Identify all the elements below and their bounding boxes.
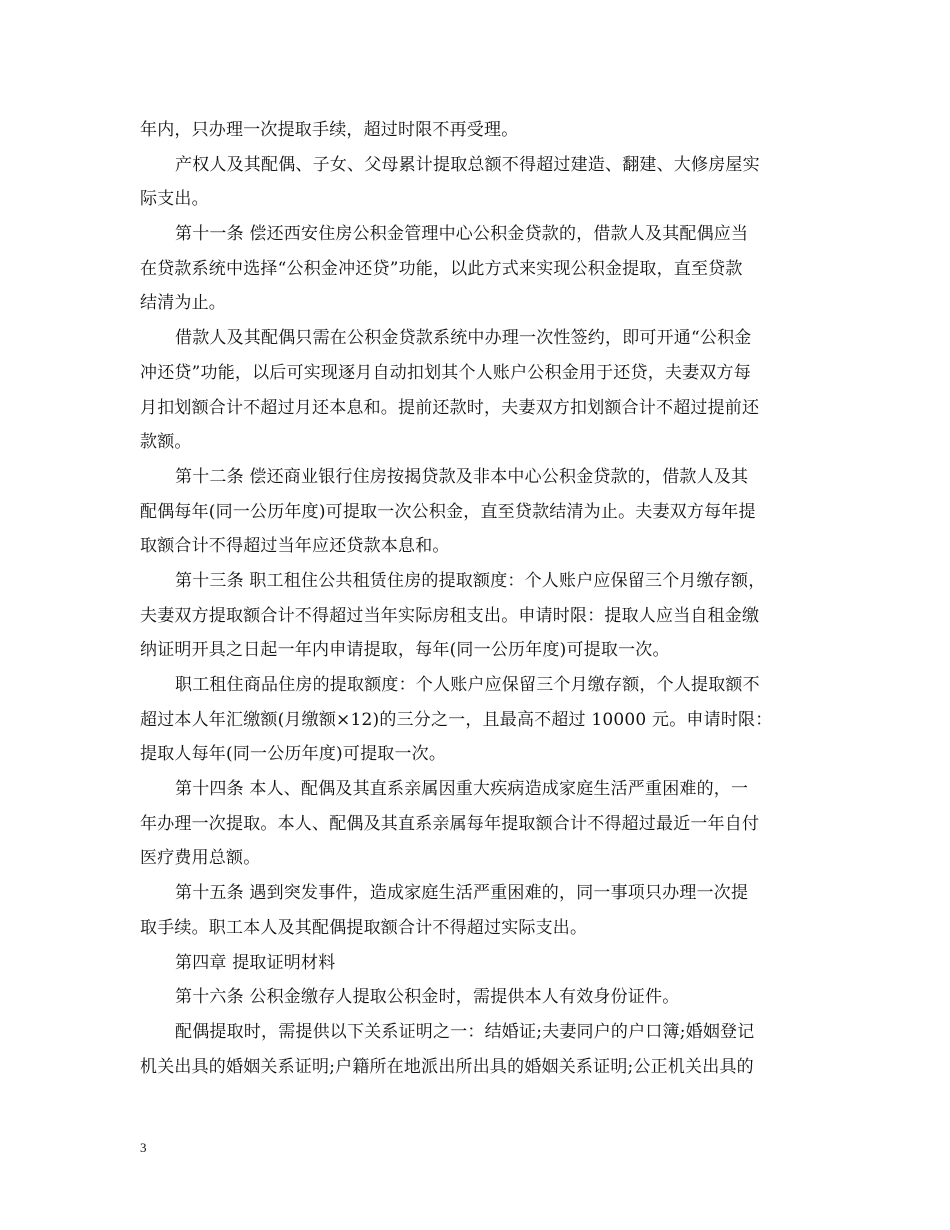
text-line: 取手续。职工本人及其配偶提取额合计不得超过实际支出。 xyxy=(140,917,588,938)
text-line: 纳证明开具之日起一年内申请提取，每年(同一公历年度)可提取一次。 xyxy=(140,640,670,661)
text-line: 第四章 提取证明材料 xyxy=(175,952,336,973)
text-line: 年办理一次提取。本人、配偶及其直系亲属每年提取额合计不得超过最近一年自付 xyxy=(140,813,760,834)
text-line: 夫妻双方提取额合计不得超过当年实际房租支出。申请时限：提取人应当自租金缴 xyxy=(140,605,760,626)
page-number: 3 xyxy=(140,1140,147,1155)
text-line: 超过本人年汇缴额(月缴额×12)的三分之一，且最高不超过 10000 元。申请时限： xyxy=(140,709,773,730)
text-line: 第十三条 职工租住公共租赁住房的提取额度：个人账户应保留三个月缴存额， xyxy=(175,570,766,591)
text-line: 第十五条 遇到突发事件，造成家庭生活严重困难的，同一事项只办理一次提 xyxy=(175,883,749,904)
text-line: 机关出具的婚姻关系证明;户籍所在地派出所出具的婚姻关系证明;公正机关出具的 xyxy=(140,1056,754,1077)
text-line: 在贷款系统中选择“公积金冲还贷”功能，以此方式来实现公积金提取，直至贷款 xyxy=(140,258,743,279)
text-line: 款额。 xyxy=(140,432,192,453)
text-line: 配偶提取时，需提供以下关系证明之一：结婚证;夫妻同户的户口簿;婚姻登记 xyxy=(175,1021,755,1042)
text-line: 冲还贷”功能，以后可实现逐月自动扣划其个人账户公积金用于还贷，夫妻双方每 xyxy=(140,362,751,383)
text-line: 月扣划额合计不超过月还本息和。提前还款时，夫妻双方扣划额合计不超过提前还 xyxy=(140,397,760,418)
text-line: 结清为止。 xyxy=(140,293,226,314)
text-line: 际支出。 xyxy=(140,189,209,210)
text-line: 提取人每年(同一公历年度)可提取一次。 xyxy=(140,744,447,765)
text-line: 配偶每年(同一公历年度)可提取一次公积金，直至贷款结清为止。夫妻双方每年提 xyxy=(140,501,756,522)
text-line: 第十四条 本人、配偶及其直系亲属因重大疾病造成家庭生活严重困难的，一 xyxy=(175,779,749,800)
text-line: 职工租住商品住房的提取额度：个人账户应保留三个月缴存额，个人提取额不 xyxy=(175,675,760,695)
text-line: 第十一条 偿还西安住房公积金管理中心公积金贷款的，借款人及其配偶应当 xyxy=(175,224,749,245)
text-line: 第十六条 公积金缴存人提取公积金时，需提供本人有效身份证件。 xyxy=(175,987,680,1008)
text-line: 产权人及其配偶、子女、父母累计提取总额不得超过建造、翻建、大修房屋实 xyxy=(175,154,760,175)
text-line: 取额合计不得超过当年应还贷款本息和。 xyxy=(140,536,450,557)
text-line: 年内，只办理一次提取手续，超过时限不再受理。 xyxy=(140,120,519,140)
document-body xyxy=(140,113,812,1084)
text-line: 第十二条 偿还商业银行住房按揭贷款及非本中心公积金贷款的，借款人及其 xyxy=(175,466,749,487)
text-line: 借款人及其配偶只需在公积金贷款系统中办理一次性签约，即可开通“公积金 xyxy=(175,328,752,349)
text-line: 医疗费用总额。 xyxy=(140,848,261,869)
